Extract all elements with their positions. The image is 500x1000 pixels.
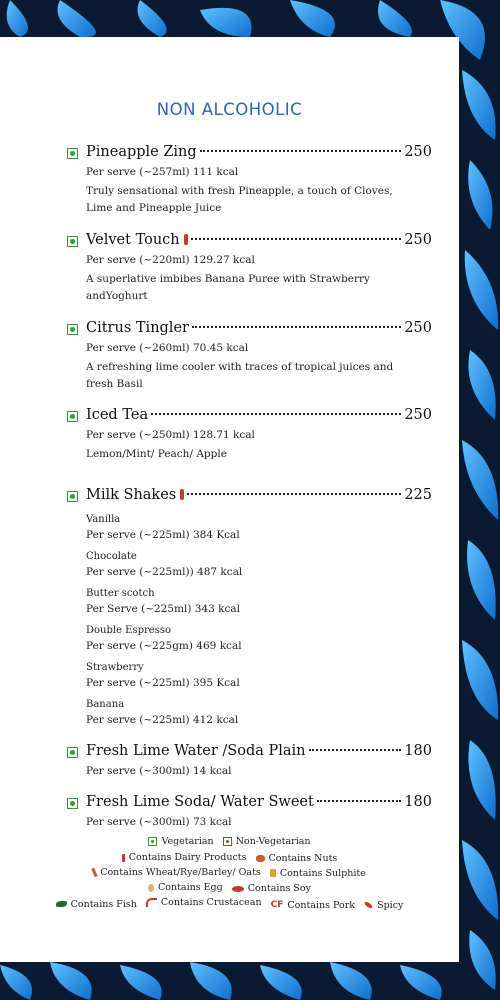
flavour-name: Chocolate	[86, 551, 137, 562]
flavour-serve: Per serve (~225gm) 469 kcal	[86, 640, 242, 652]
legend-soy: Contains Soy	[232, 883, 311, 894]
item-price: 250	[404, 407, 432, 423]
legend-egg: Contains Egg	[148, 882, 223, 893]
item-serve: Per serve (~300ml) 73 kcal	[86, 816, 232, 828]
menu-item-fresh-lime-water	[67, 743, 432, 780]
dot-leader	[317, 800, 401, 802]
dot-leader	[309, 749, 402, 751]
item-description-line: Lime and Pineapple Juice	[86, 202, 222, 214]
item-name: Pineapple Zing	[86, 144, 197, 160]
legend-veg: Vegetarian	[148, 836, 213, 847]
dot-leader	[191, 238, 402, 240]
flavour-name: Vanilla	[86, 514, 121, 525]
dairy-icon	[180, 489, 184, 500]
item-description-line: Truly sensational with fresh Pineapple, a touch of Cloves,	[86, 185, 393, 197]
item-price: 250	[404, 144, 432, 160]
item-name: Fresh Lime Water /Soda Plain	[86, 743, 306, 759]
menu-list	[67, 144, 432, 831]
veg-icon	[67, 324, 78, 335]
legend-crustacean: Contains Crustacean	[146, 897, 262, 908]
flavour-serve: Per Serve (~225ml) 343 kcal	[86, 603, 240, 615]
item-description-line: andYoghurt	[86, 290, 148, 302]
veg-icon	[67, 747, 78, 758]
sulphite-icon	[270, 869, 276, 877]
chilli-icon	[364, 901, 374, 909]
nuts-icon	[256, 855, 265, 862]
menu-item-citrus-tingler	[67, 320, 432, 393]
menu-item-pineapple-zing	[67, 144, 432, 217]
egg-icon	[148, 884, 154, 892]
legend-row-2	[0, 852, 459, 865]
dot-leader	[192, 326, 401, 328]
item-price: 250	[404, 320, 432, 336]
fish-icon	[56, 901, 67, 907]
legend-nuts: Contains Nuts	[256, 853, 338, 864]
item-description-line: fresh Basil	[86, 378, 143, 390]
menu-item-fresh-lime-soda	[67, 794, 432, 831]
legend-pork: CF Contains Pork	[270, 899, 356, 911]
legend-row-5	[0, 897, 459, 911]
dot-leader	[151, 413, 401, 415]
item-name: Citrus Tingler	[86, 320, 189, 336]
flavour-serve: Per serve (~225ml) 412 kcal	[86, 714, 239, 726]
flavour-serve: Per serve (~225ml) 384 Kcal	[86, 529, 240, 541]
legend-row-1	[0, 836, 459, 849]
flavour-name: Banana	[86, 699, 125, 710]
flavour-name: Strawberry	[86, 662, 144, 673]
legend-nonveg: Non-Vegetarian	[223, 836, 311, 847]
veg-icon	[148, 837, 157, 846]
item-name: Iced Tea	[86, 407, 149, 423]
item-description-line: A refreshing lime cooler with traces of tropical juices and	[86, 361, 394, 373]
veg-icon	[67, 798, 78, 809]
legend-fish: Contains Fish	[56, 899, 137, 910]
wheat-icon	[91, 868, 98, 877]
veg-icon	[67, 491, 78, 502]
menu-item-milk-shakes	[67, 487, 432, 729]
item-name: Fresh Lime Soda/ Water Sweet	[86, 794, 314, 810]
dot-leader	[187, 493, 401, 495]
item-serve: Per serve (~250ml) 128.71 kcal	[86, 429, 255, 441]
item-serve: Per serve (~260ml) 70.45 kcal	[86, 342, 249, 354]
nonveg-icon	[223, 837, 232, 846]
menu-item-iced-tea	[67, 407, 432, 463]
veg-icon	[67, 411, 78, 422]
flavour-name: Double Espresso	[86, 625, 171, 636]
soy-icon	[232, 886, 244, 892]
legend-wheat: Contains Wheat/Rye/Barley/ Oats	[93, 867, 261, 878]
legend-spicy: Spicy	[364, 900, 403, 911]
legend-row-3	[0, 867, 459, 880]
section-title: NON ALCOHOLIC	[156, 100, 303, 119]
pork-icon: CF	[270, 900, 284, 910]
item-serve: Per serve (~220ml) 129.27 kcal	[86, 254, 255, 266]
flavour-serve: Per serve (~225ml)) 487 kcal	[86, 566, 243, 578]
flavour-serve: Per serve (~225ml) 395 Kcal	[86, 677, 240, 689]
menu-item-velvet-touch	[67, 232, 432, 305]
item-serve: Per serve (~257ml) 111 kcal	[86, 166, 239, 178]
item-name: Milk Shakes	[86, 487, 177, 503]
legend-row-4	[0, 882, 459, 895]
item-price: 250	[404, 232, 432, 248]
dairy-icon	[122, 854, 125, 862]
legend-dairy: Contains Dairy Products	[122, 852, 247, 863]
dot-leader	[200, 150, 402, 152]
veg-icon	[67, 148, 78, 159]
item-name: Velvet Touch	[86, 232, 180, 248]
item-price: 180	[404, 794, 432, 810]
crustacean-icon	[146, 898, 157, 907]
item-description-line: A superlative imbibes Banana Puree with Strawberry	[86, 273, 370, 285]
item-serve: Per serve (~300ml) 14 kcal	[86, 765, 232, 777]
veg-icon	[67, 236, 78, 247]
item-description-line: Lemon/Mint/ Peach/ Apple	[86, 448, 227, 460]
dairy-icon	[184, 234, 188, 245]
item-price: 180	[404, 743, 432, 759]
flavour-name: Butter scotch	[86, 588, 155, 599]
legend-sulphite: Contains Sulphite	[270, 868, 366, 879]
item-price: 225	[404, 487, 432, 503]
